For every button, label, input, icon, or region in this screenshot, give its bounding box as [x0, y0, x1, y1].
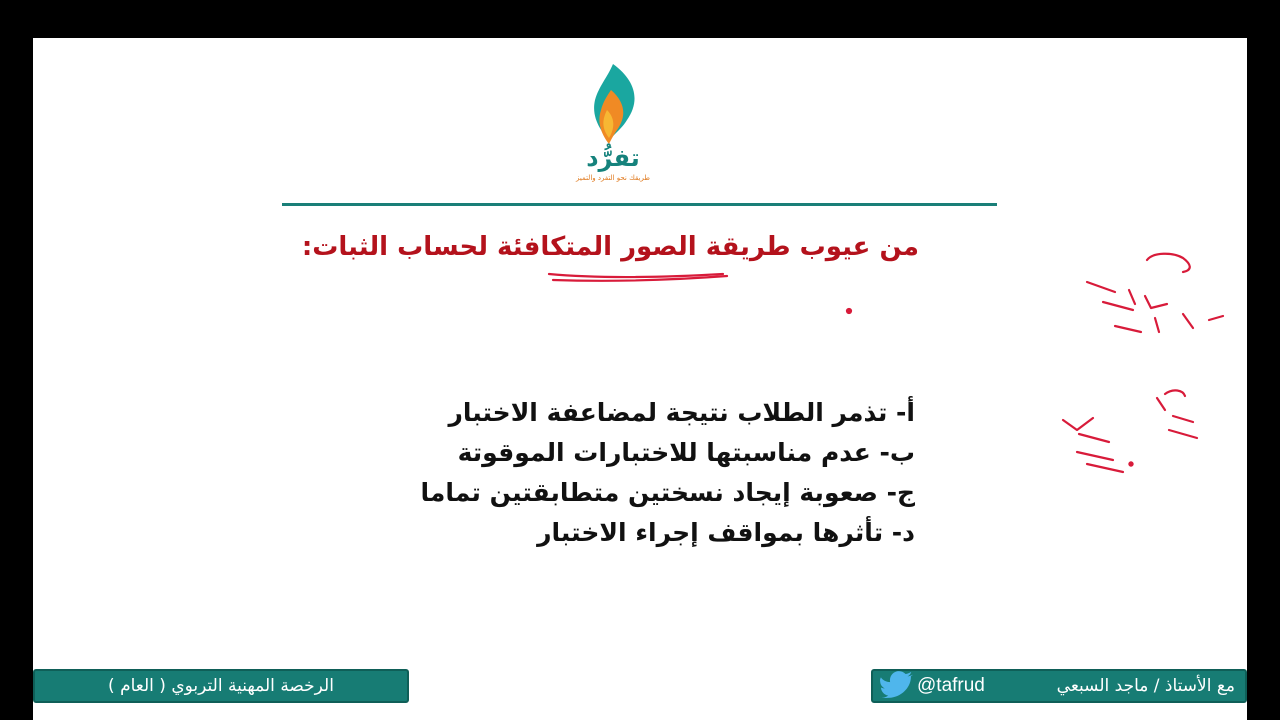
ink-scribble: [1169, 430, 1197, 438]
course-label: الرخصة المهنية التربوي ( العام ): [108, 676, 334, 696]
teacher-name: مع الأستاذ / ماجد السبعي: [1056, 676, 1235, 696]
ink-scribble: [1115, 326, 1141, 332]
flame-logo-icon: [573, 60, 653, 146]
ink-scribble: [1129, 290, 1135, 304]
list-item: أ- تذمر الطلاب نتيجة لمضاعفة الاختبار: [448, 398, 915, 427]
ink-scribble: [1103, 302, 1133, 310]
ink-dot: [847, 309, 851, 313]
ink-scribble: [1165, 390, 1185, 396]
ink-scribble: [1173, 416, 1193, 422]
ink-scribble: [1147, 254, 1190, 272]
slide-canvas: [33, 38, 1247, 720]
ink-scribble: [1157, 398, 1165, 410]
header-divider: [282, 203, 997, 206]
ink-scribble: [1145, 296, 1167, 308]
logo-tagline: طريقك نحو التفرد والتميز: [576, 174, 650, 182]
ink-dot: [1129, 462, 1132, 465]
ink-scribble: [1155, 318, 1159, 332]
ink-scribble: [1209, 316, 1223, 320]
course-label-bar: [33, 669, 409, 703]
list-item: ج- صعوبة إيجاد نسختين متطابقتين تماما: [420, 478, 915, 507]
ink-scribble: [1079, 434, 1109, 442]
heading-underline: [553, 276, 727, 281]
ink-scribble: [1063, 418, 1093, 430]
heading-underline: [549, 274, 723, 277]
twitter-icon: [879, 671, 917, 701]
ink-scribble: [1087, 282, 1115, 292]
logo-title: تفرُّد: [586, 144, 640, 172]
teacher-bar: [871, 669, 1247, 703]
ink-scribble: [1183, 314, 1193, 328]
brand-logo: [573, 60, 663, 200]
slide-heading: من عيوب طريقة الصور المتكافئة لحساب الثبات:: [301, 232, 919, 262]
list-item: د- تأثرها بمواقف إجراء الاختبار: [537, 518, 915, 547]
ink-scribble: [1087, 464, 1123, 472]
twitter-handle: @tafrud: [917, 675, 985, 696]
disadvantages-list: [421, 393, 915, 553]
ink-scribble: [1077, 452, 1113, 460]
list-item: ب- عدم مناسبتها للاختبارات الموقوتة: [457, 438, 915, 467]
